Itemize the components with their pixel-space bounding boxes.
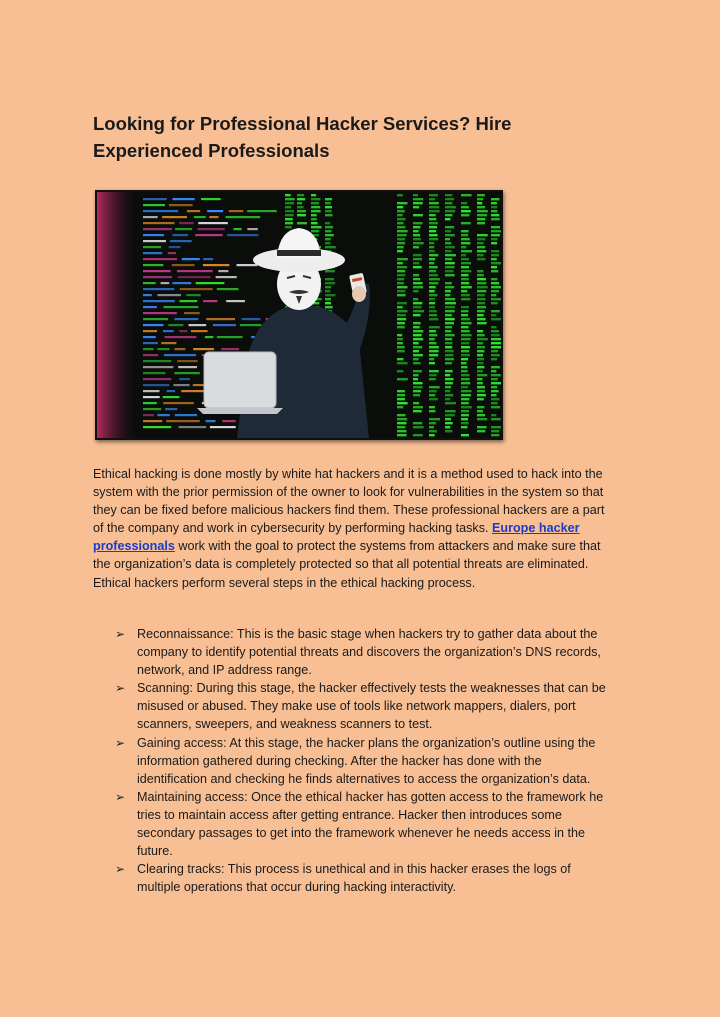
list-item [113,734,613,788]
list-item [113,860,613,896]
step-text: Maintaining access: Once the ethical hacker has gotten access to the framework he tries to maintain access after getting entrance. Hacker then introduces some secondary passages to get into the framework whenever he needs access in the future. [137,789,604,859]
list-item [113,679,613,733]
list-item [113,788,613,860]
step-text: Scanning: During this stage, the hacker effectively tests the weaknesses that can be misused or abused. They make use of tools like network mappers, dialers, port scanners, sweepers, and weakness scanners to test. [137,681,606,732]
title-line-1: Looking for Professional Hacker Services? Hire [93,113,512,134]
arrow-bullet-icon: ➢ [115,862,126,877]
ethical-hacking-steps-list [113,625,613,896]
arrow-bullet-icon: ➢ [115,789,126,804]
paragraph-text-after-link: work with the goal to protect the systems from attackers and make sure that the organization’s data is completely protected so that all potential threats are eliminated. Ethical hackers perform several steps in the ethical hacking process. [93,539,601,590]
step-text: Reconnaissance: This is the basic stage when hackers try to gather data about the company to identify potential threats and discovers the organization’s DNS records, network, and IP address range. [137,627,601,678]
hero-image [95,190,503,440]
title-line-2: Experienced Professionals [93,140,330,161]
list-item [113,625,613,679]
arrow-bullet-icon: ➢ [115,681,126,696]
intro-paragraph [93,465,613,592]
arrow-bullet-icon: ➢ [115,735,126,750]
paragraph-text-before-link: Ethical hacking is done mostly by white hat hackers and it is a method used to hack into the system with the prior permission of the owner to look for vulnerabilities in the system so that they can be fixed before malicious hackers find them. These professional hackers are a part of the company and work in cybersecurity by performing hacking tasks. [93,467,605,536]
hacker-with-laptop-icon [97,192,501,438]
step-text: Gaining access: At this stage, the hacker plans the organization’s outline using the information gathered during checking. After the hacker has done with the identification and checking he finds alternatives to access the organization’s data. [137,735,596,786]
step-text: Clearing tracks: This process is unethical and in this hacker erases the logs of multiple operations that occur during hacking interactivity. [137,862,571,895]
arrow-bullet-icon: ➢ [115,627,126,641]
europe-hacker-professionals-link[interactable]: Europe hacker professionals [93,521,580,554]
page-title [93,110,613,164]
